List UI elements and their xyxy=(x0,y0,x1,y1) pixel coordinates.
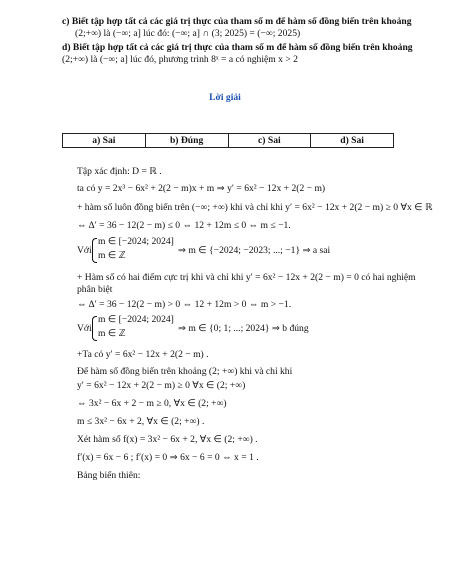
part-c-line2: (2;+∞) là (−∞; a] lúc đó: (−∞; a] ∩ (3; 2025) = (−∞; 2025) xyxy=(75,28,301,39)
claim-b-line2: phân biệt xyxy=(77,284,113,295)
answer-c: c) Sai xyxy=(229,134,312,147)
solution-title: Lời giải xyxy=(209,92,241,103)
system-b-line2: m ∈ ℤ xyxy=(98,328,126,339)
system-b-brace xyxy=(92,316,97,341)
c-condition-line2: y′ = 6x² − 12x + 2(2 − m) ≥ 0 ∀x ∈ (2; +∞) xyxy=(77,380,246,391)
c-condition-line1: Để hàm số đồng biến trên khoảng (2; +∞) khi và chỉ khi xyxy=(77,366,293,377)
c-derivative-line: f′(x) = 6x − 6 ; f′(x) = 0 ⇒ 6x − 6 = 0 ⇔ x = 1 . xyxy=(77,452,259,463)
result-a-line: ⇒ m ∈ {−2024; −2023; ...; −1} ⇒ a sai xyxy=(178,245,331,256)
c-table-label: Bảng biến thiên: xyxy=(77,470,141,481)
part-c-line1: c) Biết tập hợp tất cả các giá trị thực của tham số m để hàm số đồng biến trên khoảng xyxy=(62,16,412,27)
system-b-line1: m ∈ [−2024; 2024] xyxy=(98,314,174,325)
delta-b-line: ⇔ Δ′ = 36 − 12(2 − m) > 0 ⇔ 12 + 12m > 0 ⇔ m > −1. xyxy=(77,299,292,310)
system-a-line2: m ∈ ℤ xyxy=(98,250,126,261)
part-d-line2: (2;+∞) là (−∞; a] lúc đó, phương trình 8ˣ = a có nghiệm x > 2 xyxy=(62,54,298,65)
part-d-line1: d) Biết tập hợp tất cả các giá trị thực của tham số m để hàm số đồng biến trên khoảng xyxy=(62,42,413,53)
c-intro-line: +Ta có y′ = 6x² − 12x + 2(2 − m) . xyxy=(77,349,209,360)
with-a-label: Với xyxy=(77,245,92,256)
answer-a: a) Sai xyxy=(63,134,146,147)
c-step1-line: ⇔ 3x² − 6x + 2 − m ≥ 0, ∀x ∈ (2; +∞) xyxy=(77,398,227,409)
claim-b-line: + Hàm số có hai điểm cực trị khi và chỉ khi y′ = 6x² − 12x + 2(2 − m) = 0 có hai nghiệm xyxy=(77,272,416,283)
with-b-label: Với xyxy=(77,323,92,334)
system-a-brace xyxy=(92,238,97,263)
result-b-line: ⇒ m ∈ {0; 1; ...; 2024} ⇒ b đúng xyxy=(178,323,309,334)
domain-line: Tập xác định: D = ℝ . xyxy=(77,166,162,177)
derivative-line: ta có y = 2x³ − 6x² + 2(2 − m)x + m ⇒ y′ = 6x² − 12x + 2(2 − m) xyxy=(77,183,326,194)
answer-b: b) Đúng xyxy=(146,134,229,147)
claim-a-line: + hàm số luôn đồng biến trên (−∞; +∞) khi và chỉ khi y′ = 6x² − 12x + 2(2 − m) ≥ 0 ∀x ∈ ℝ xyxy=(77,202,433,213)
answer-table xyxy=(62,133,394,148)
answer-d: d) Sai xyxy=(340,135,364,146)
c-function-line: Xét hàm số f(x) = 3x² − 6x + 2, ∀x ∈ (2; +∞) . xyxy=(77,434,258,445)
delta-a-line: ⇔ Δ′ = 36 − 12(2 − m) ≤ 0 ⇔ 12 + 12m ≤ 0 ⇔ m ≤ −1. xyxy=(77,220,291,231)
c-step2-line: m ≤ 3x² − 6x + 2, ∀x ∈ (2; +∞) . xyxy=(77,416,205,427)
system-a-line1: m ∈ [−2024; 2024] xyxy=(98,236,174,247)
